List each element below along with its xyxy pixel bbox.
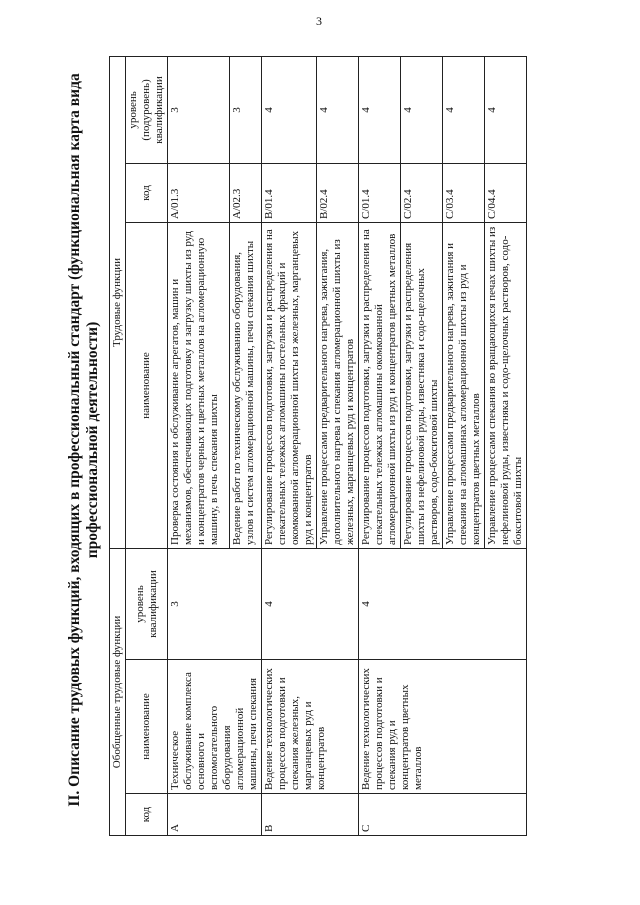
group-level: 4	[262, 548, 359, 659]
functional-map-table	[109, 56, 527, 836]
section-title	[66, 60, 102, 820]
header-code: код	[126, 794, 168, 836]
function-code: C/01.4	[359, 163, 401, 222]
group-code: B	[262, 794, 359, 836]
function-name: Проверка состояния и обслуживание агрегатов, машин и механизмов, обеспечивающих подготовку и загрузку шихты из руд и концентратов черных и цветных металлов на агломерационную машину, в печь спекания шихты	[168, 222, 230, 548]
function-level: 4	[359, 56, 401, 163]
function-level: 3	[229, 56, 261, 163]
section-title-line-1: II. Описание трудовых функций, входящих в профессиональный стандарт (функциональная карта вида	[66, 73, 83, 807]
function-name: Регулирование процессов подготовки, загрузки и распределения шихты из нефелиновой руды, известняка и содо-щелочных растворов, содо-бокситовой шихты	[401, 222, 443, 548]
function-level: 4	[443, 56, 485, 163]
group-name: Ведение технологических процессов подготовки и спекания железных, марганцевых руд и концентратов	[262, 660, 359, 794]
group-code: A	[168, 794, 262, 836]
function-code: B/01.4	[262, 163, 317, 222]
function-level: 4	[401, 56, 443, 163]
group-level: 4	[359, 548, 527, 659]
function-code: C/02.4	[401, 163, 443, 222]
function-name: Управление процессами предварительного нагрева, зажигания, дополнительного нагрева и спекания агломерационной шихты из железных, марганцевых руд и концентратов	[317, 222, 359, 548]
group-name: Техническое обслуживание комплекса основного и вспомогательного оборудования агломерационной машины, печи спекания	[168, 660, 262, 794]
function-level: 4	[262, 56, 317, 163]
function-code: A/01.3	[168, 163, 230, 222]
function-code: C/04.4	[485, 163, 527, 222]
header-generalized-functions: Обобщенные трудовые функции	[110, 548, 126, 835]
function-name: Управление процессами предварительного нагрева, зажигания и спекания на агломашинах агломерационной шихты из руд и концентратов цветных металлов	[443, 222, 485, 548]
header-name: наименование	[126, 660, 168, 794]
function-level: 3	[168, 56, 230, 163]
group-level: 3	[168, 548, 262, 659]
header-function-code: код	[126, 163, 168, 222]
function-name: Ведение работ по техническому обслуживанию оборудования, узлов и систем агломерационной машины, печи спекания шихты	[229, 222, 261, 548]
header-row-1	[110, 56, 126, 835]
table-row	[168, 56, 230, 835]
table-row	[359, 56, 401, 835]
header-row-2	[126, 56, 168, 835]
header-function-name: наименование	[126, 222, 168, 548]
section-title-line-2: профессиональной деятельности)	[84, 321, 101, 559]
function-level: 4	[485, 56, 527, 163]
group-code: C	[359, 794, 527, 836]
header-function-level: уровень (подуровень) квалификации	[126, 56, 168, 163]
function-code: B/02.4	[317, 163, 359, 222]
function-code: A/02.3	[229, 163, 261, 222]
table-row	[262, 56, 317, 835]
function-name: Управление процессами спекания во вращающихся печах шихты из нефелиновой руды, известняка и содо-щелочных растворов, содо-бокситовой шихты	[485, 222, 527, 548]
page-number: 3	[316, 14, 322, 28]
function-name: Регулирование процессов подготовки, загрузки и распределения на спекательных тележках агломашины постельных фракций и окомкованной агломерационной шихты из железных, марганцевых руд и концентратов	[262, 222, 317, 548]
group-name: Ведение технологических процессов подготовки и спекания руд и концентратов цветных металлов	[359, 660, 527, 794]
function-level: 4	[317, 56, 359, 163]
header-level: уровень квалификации	[126, 548, 168, 659]
function-name: Регулирование процессов подготовки, загрузки и распределения на спекательных тележках агломашины окомкованной агломерационной шихты из руд и концентратов цветных металлов	[359, 222, 401, 548]
header-labor-functions: Трудовые функции	[110, 56, 126, 548]
function-code: C/03.4	[443, 163, 485, 222]
